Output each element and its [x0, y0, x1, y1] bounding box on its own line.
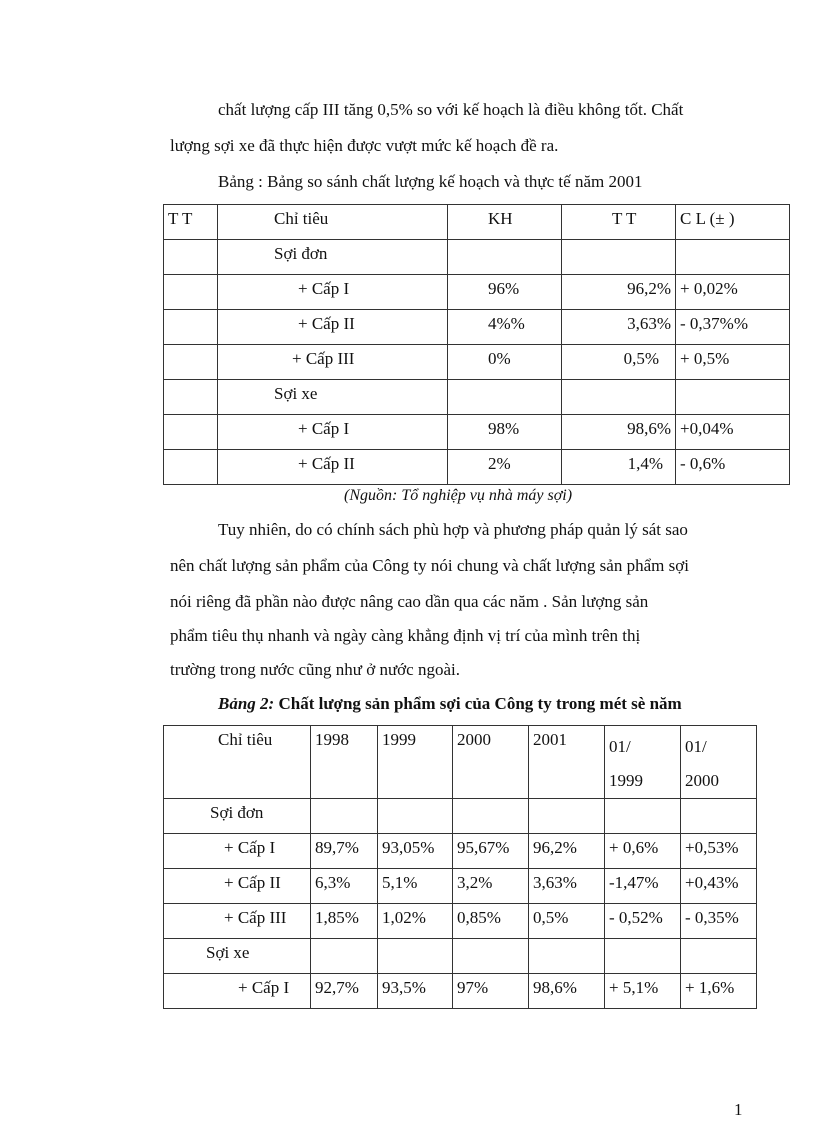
table-row — [164, 310, 790, 345]
table-row — [164, 799, 757, 834]
table-cell: 6,3% — [311, 869, 378, 904]
table-cell: 3,63% — [562, 310, 676, 345]
table-cell: - 0,6% — [676, 450, 790, 485]
table-cell — [676, 380, 790, 415]
table-row — [164, 904, 757, 939]
table-cell: 1,02% — [378, 904, 453, 939]
table-cell: + Cấp III — [164, 904, 311, 939]
table-cell — [676, 240, 790, 275]
page-number: 1 — [734, 1100, 743, 1119]
table-cell: + Cấp I — [218, 415, 448, 450]
header-cell: Chỉ tiêu — [164, 726, 311, 799]
table-cell — [164, 275, 218, 310]
table-row — [164, 415, 790, 450]
body-line-1: Tuy nhiên, do có chính sách phù hợp và phương pháp quản lý sát sao — [218, 520, 688, 539]
table-row — [164, 380, 790, 415]
table-row — [164, 450, 790, 485]
table-cell: +0,53% — [681, 834, 757, 869]
table-row — [164, 345, 790, 380]
body-line-5: trường trong nước cũng như ở nước ngoài. — [170, 660, 460, 679]
table-cell — [378, 939, 453, 974]
header-line-1: 01/ — [685, 737, 707, 756]
table-cell: +0,04% — [676, 415, 790, 450]
table2-caption — [218, 694, 682, 714]
table-cell: + Cấp II — [164, 869, 311, 904]
table-cell: 2% — [448, 450, 562, 485]
header-cell: 2001 — [529, 726, 605, 799]
table-cell: + Cấp III — [218, 345, 448, 380]
table-cell — [562, 380, 676, 415]
table-cell — [311, 799, 378, 834]
intro-line-1: chất lượng cấp III tăng 0,5% so với kế hoạch là điều không tốt. Chất — [218, 100, 684, 119]
table-cell: -1,47% — [605, 869, 681, 904]
comparison-table — [163, 204, 790, 485]
table-cell: 98,6% — [529, 974, 605, 1009]
table-cell: + Cấp II — [218, 450, 448, 485]
table-cell — [605, 939, 681, 974]
table-cell: 96,2% — [529, 834, 605, 869]
table-cell: + 5,1% — [605, 974, 681, 1009]
table2-caption-text: Chất lượng sản phẩm sợi của Công ty trong mét sè năm — [274, 694, 682, 713]
table-cell: 3,2% — [453, 869, 529, 904]
table-cell: + 1,6% — [681, 974, 757, 1009]
table-cell: + 0,6% — [605, 834, 681, 869]
table-row — [164, 939, 757, 974]
table-cell — [378, 799, 453, 834]
table-cell: Sợi đơn — [164, 799, 311, 834]
table-cell: 1,85% — [311, 904, 378, 939]
header-cell: KH — [448, 205, 562, 240]
table-cell: - 0,52% — [605, 904, 681, 939]
table-cell: 92,7% — [311, 974, 378, 1009]
table1-source: (Nguồn: Tổ nghiệp vụ nhà máy sợi) — [344, 487, 573, 504]
header-cell: C L (± ) — [676, 205, 790, 240]
header-cell: 1999 — [378, 726, 453, 799]
table-cell: + Cấp I — [218, 275, 448, 310]
table-cell: 96,2% — [562, 275, 676, 310]
body-line-3: nói riêng đã phần nào được nâng cao dần qua các năm . Sản lượng sản — [170, 592, 649, 611]
header-line-2: 2000 — [685, 771, 719, 790]
table-cell — [453, 799, 529, 834]
table-cell — [164, 310, 218, 345]
header-line-2: 1999 — [609, 771, 643, 790]
table-cell — [681, 799, 757, 834]
table-cell — [448, 380, 562, 415]
header-cell: Chỉ tiêu — [218, 205, 448, 240]
table-cell: + Cấp II — [218, 310, 448, 345]
table-cell — [681, 939, 757, 974]
header-cell — [605, 726, 681, 799]
table-cell — [164, 240, 218, 275]
body-line-2: nên chất lượng sản phẩm của Công ty nói chung và chất lượng sản phẩm sợi — [170, 556, 689, 575]
table-cell: 0% — [448, 345, 562, 380]
table-row — [164, 974, 757, 1009]
table-cell: 0,5% — [529, 904, 605, 939]
table-cell: 93,05% — [378, 834, 453, 869]
table-cell — [311, 939, 378, 974]
quality-by-year-table — [163, 725, 757, 1009]
table-cell — [164, 380, 218, 415]
table-cell: 89,7% — [311, 834, 378, 869]
table-cell — [448, 240, 562, 275]
header-cell: 2000 — [453, 726, 529, 799]
table-cell: + Cấp I — [164, 834, 311, 869]
header-line-1: 01/ — [609, 737, 631, 756]
table-cell: + 0,5% — [676, 345, 790, 380]
table-cell: Sợi xe — [164, 939, 311, 974]
intro-line-2: lượng sợi xe đã thực hiện được vượt mức kế hoạch đề ra. — [170, 136, 559, 155]
table-cell — [164, 450, 218, 485]
header-cell: T T — [562, 205, 676, 240]
header-cell: T T — [164, 205, 218, 240]
body-line-4: phẩm tiêu thụ nhanh và ngày càng khẳng định vị trí của mình trên thị — [170, 626, 641, 645]
table-cell: 0,85% — [453, 904, 529, 939]
table-cell: 4%% — [448, 310, 562, 345]
table-cell — [529, 799, 605, 834]
table-cell — [164, 345, 218, 380]
table-cell: 96% — [448, 275, 562, 310]
table-cell: 98% — [448, 415, 562, 450]
table2-caption-label: Bảng 2: — [218, 694, 275, 713]
table-cell: - 0,35% — [681, 904, 757, 939]
table-cell: 95,67% — [453, 834, 529, 869]
table-cell — [453, 939, 529, 974]
table-cell — [529, 939, 605, 974]
table-cell: 93,5% — [378, 974, 453, 1009]
table-cell: 0,5% — [562, 345, 676, 380]
table-header-row — [164, 726, 757, 799]
table-row — [164, 834, 757, 869]
header-cell — [681, 726, 757, 799]
table-row — [164, 240, 790, 275]
table-cell: Sợi xe — [218, 380, 448, 415]
table-cell: 97% — [453, 974, 529, 1009]
table-cell: - 0,37%% — [676, 310, 790, 345]
table-header-row — [164, 205, 790, 240]
header-cell: 1998 — [311, 726, 378, 799]
table-row — [164, 275, 790, 310]
table-cell: Sợi đơn — [218, 240, 448, 275]
table-cell: + 0,02% — [676, 275, 790, 310]
table-cell — [605, 799, 681, 834]
table-cell — [562, 240, 676, 275]
table-cell: 98,6% — [562, 415, 676, 450]
table-cell: 1,4% — [562, 450, 676, 485]
table-cell: + Cấp I — [164, 974, 311, 1009]
table1-caption: Bảng : Bảng so sánh chất lượng kế hoạch và thực tế năm 2001 — [218, 172, 643, 191]
table-cell: +0,43% — [681, 869, 757, 904]
table-cell: 3,63% — [529, 869, 605, 904]
table-cell — [164, 415, 218, 450]
table-row — [164, 869, 757, 904]
table-cell: 5,1% — [378, 869, 453, 904]
